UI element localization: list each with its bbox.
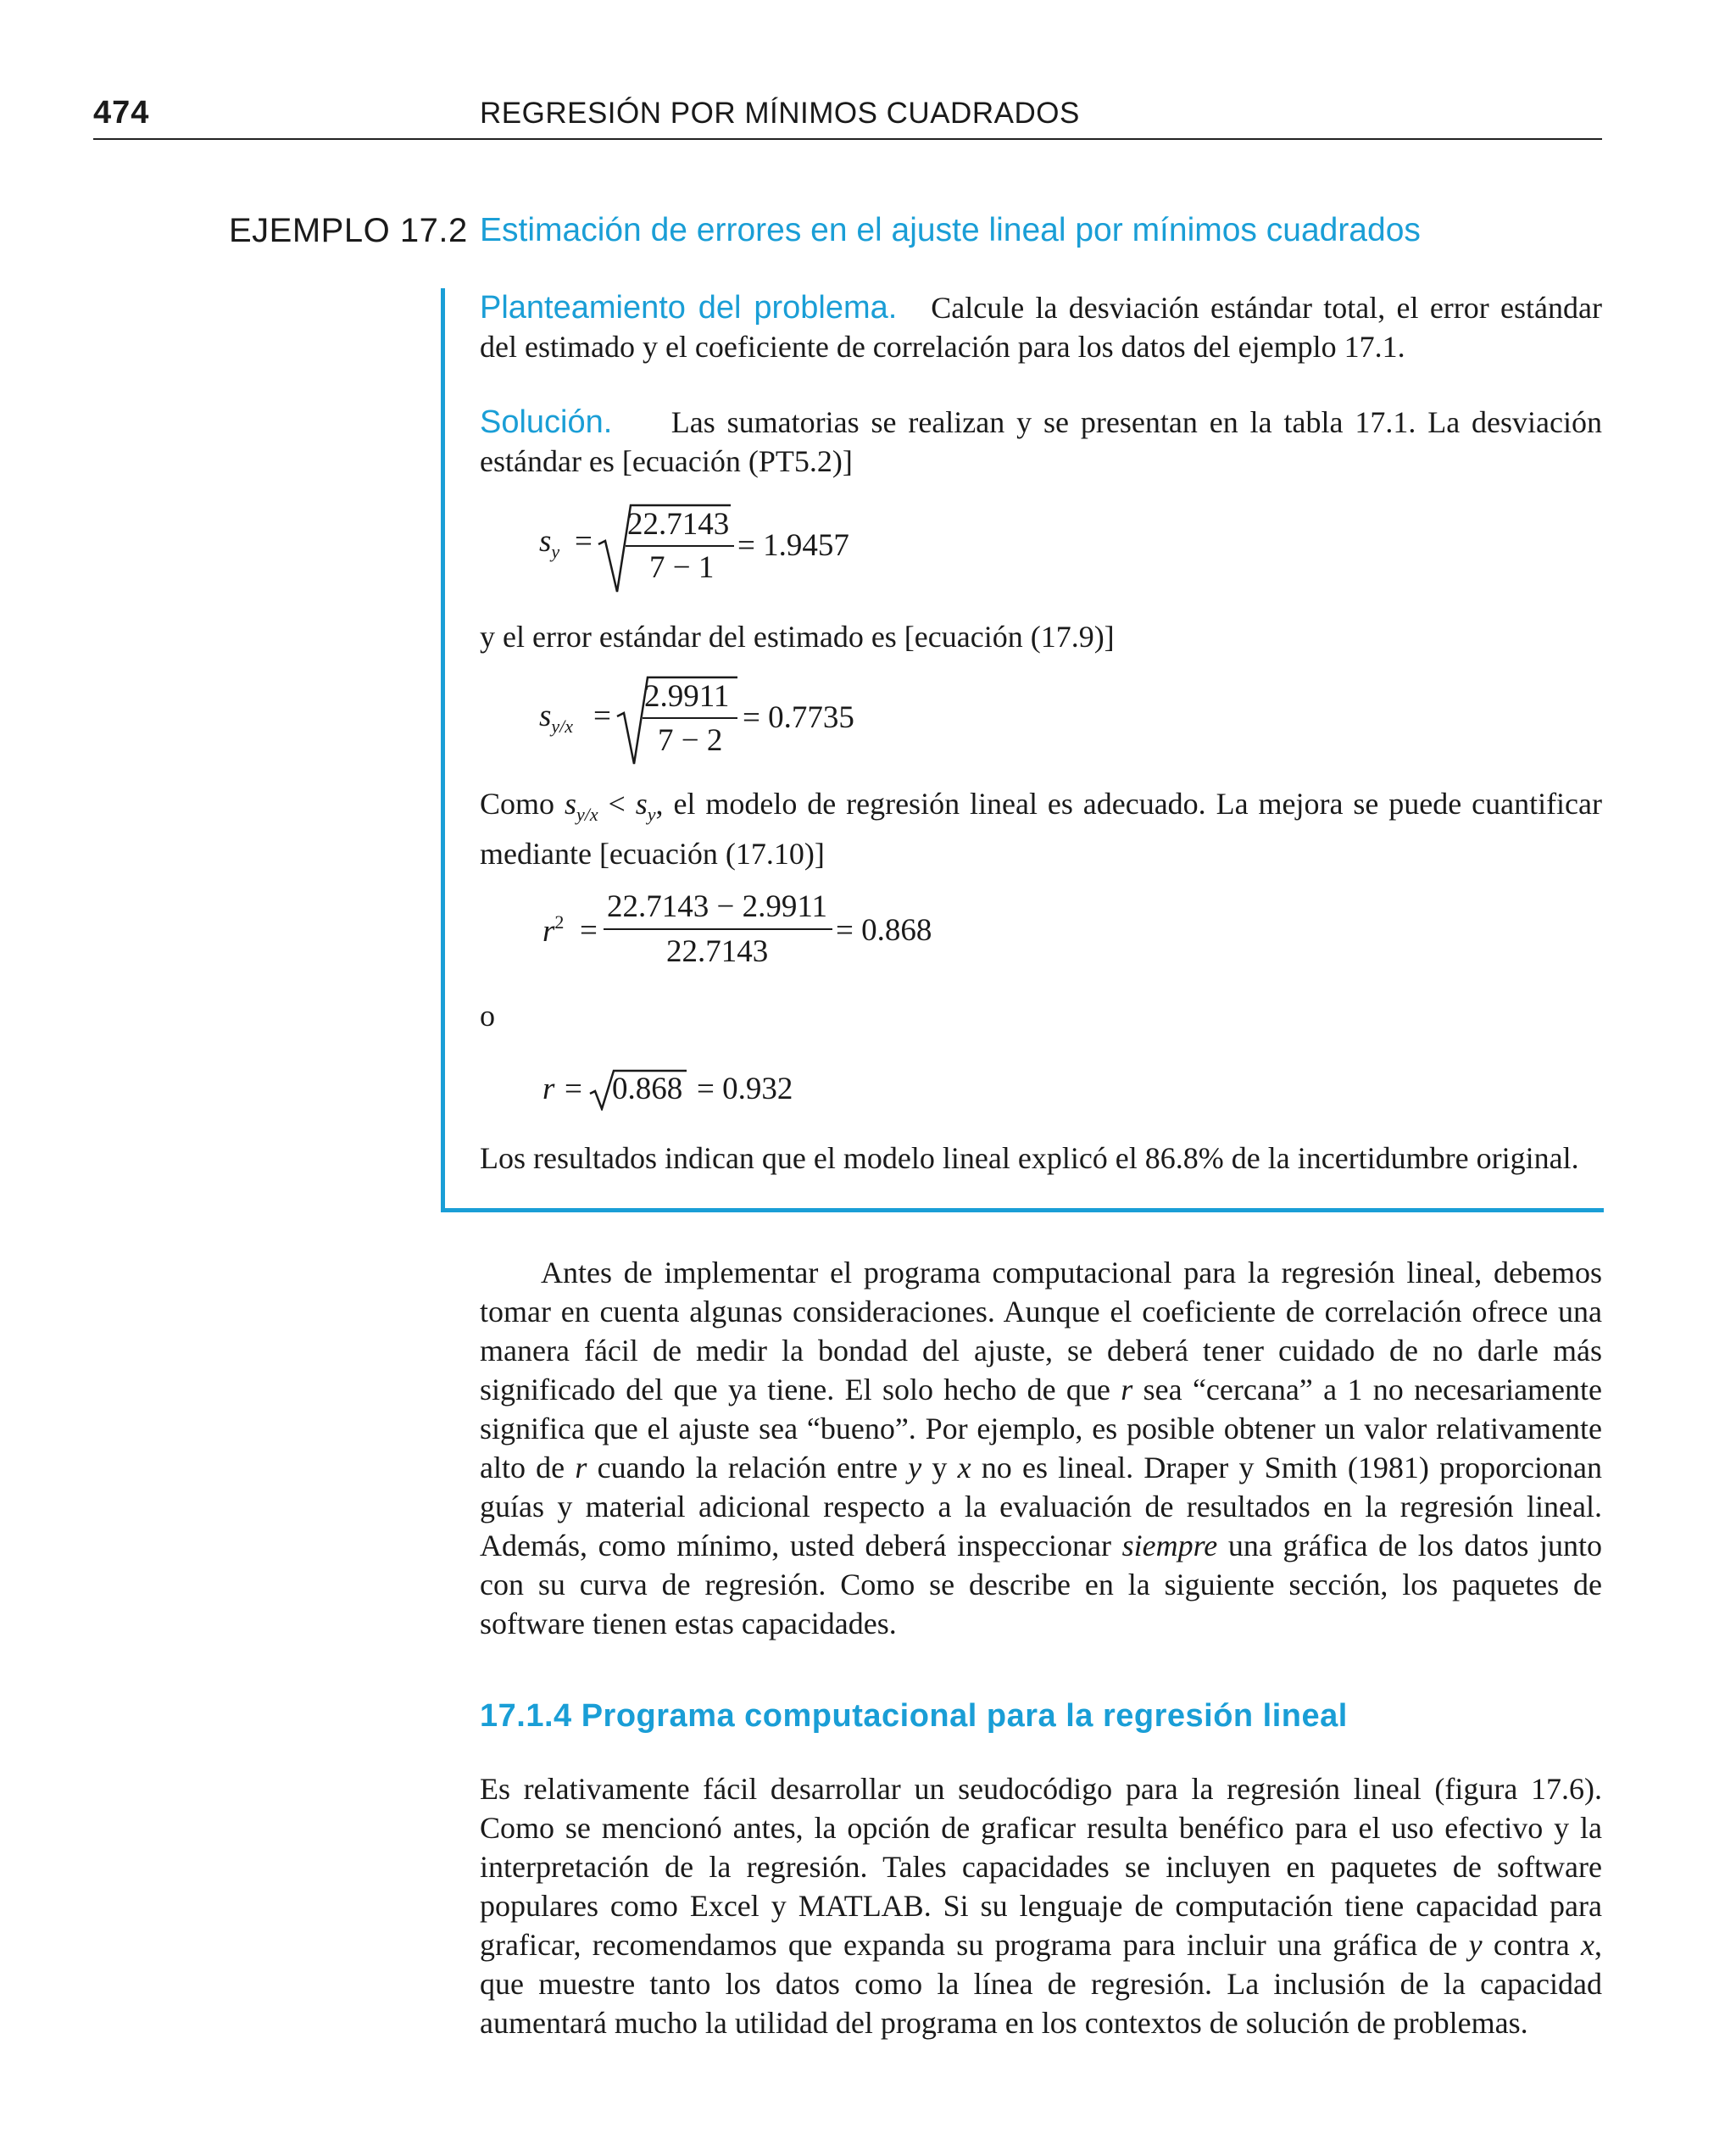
eq3-lhs: $r^2$ [542,911,565,949]
eq3-equals: = [580,913,598,948]
eq3-denominator: 22.7143 [666,934,769,969]
eq1-result: = 1.9457 [737,528,849,563]
eq4-lhs: r [542,1072,555,1106]
eq2-fraction-line [643,717,737,719]
solution-text: Las sumatorias se realizan y se presentan en la tabla 17.1. La desviación estándar es [ecuación (PT5.2)] [480,405,1603,478]
eq1-equals: = [575,524,593,559]
running-head: REGRESIÓN POR MÍNIMOS CUADRADOS [480,97,1080,130]
eq2-result: = 0.7735 [743,700,854,735]
problem-text: Calcule la desviación estándar total, el error estándar del estimado y el coeficiente de correlación para los datos del ejemplo 17.1. [480,291,1602,364]
solution-statement [480,403,1602,481]
or-label: o [480,999,495,1033]
page-number: 474 [93,95,150,131]
example-title: Estimación de errores en el ajuste lineal por mínimos cuadrados [480,212,1421,248]
body-paragraph: Antes de implementar el programa computacional para la regresión lineal, debemos tomar en cuenta algunas consideraciones. Aunque el coeficiente de correlación ofrece una manera fácil de medir la bondad del ajuste, se deberá tener cuidado de no darle más significado del que ya tiene. El solo hecho de que r sea “cercana” a 1 no necesariamente significa que el ajuste sea “bueno”. Por ejemplo, es posible obtener un valor relativamente alto de r cuando la relación entre y y x no es lineal. Draper y Smith (1981) proporcionan guías y material adicional respecto a la evaluación de resultados en la regresión lineal. Además, como mínimo, usted deberá inspeccionar siempre una gráfica de los datos junto con su curva de regresión. Como se describe en la siguiente sección, los paquetes de software tienen estas capacidades. [480,1256,1603,1640]
example-label: EJEMPLO 17.2 [229,212,468,249]
std-error-intro: y el error estándar del estimado es [ecuación (17.9)] [480,620,1115,654]
model-comparison-text: Como $s_{y/x} < s_y$, el modelo de regresión lineal es adecuado. La mejora se puede cuantificar mediante [ecuación (17.10)] [480,787,1603,871]
example-bottom-bar [441,1208,1604,1212]
eq2-lhs: $s_{y/x}$ [539,699,574,737]
eq1-numerator: 22.7143 [627,507,730,542]
results-conclusion: Los resultados indican que el modelo lineal explicó el 86.8% de la incertidumbre original. [480,1141,1579,1175]
eq4-equals: = [565,1072,582,1106]
header-rule [93,138,1602,140]
problem-statement [480,288,1602,366]
section-paragraph: Es relativamente fácil desarrollar un seudocódigo para la regresión lineal (figura 17.6). Como se mencionó antes, la opción de graficar resulta benéfico para el uso efectivo y la interpretación de la regresión. Tales capacidades se incluyen en paquetes de software populares como Excel y MATLAB. Si su lenguaje de computación tiene capacidad para graficar, recomendamos que expanda su programa para incluir una gráfica de y contra x, que muestre tanto los datos como la línea de regresión. La inclusión de la capacidad aumentará mucho la utilidad del programa en los contextos de solución de problemas. [480,1772,1602,2040]
eq1-lhs: $s_y$ [539,524,560,562]
eq4-result: = 0.932 [697,1072,793,1106]
eq3-numerator: 22.7143 − 2.9911 [607,889,827,924]
eq4-radicand: 0.868 [612,1072,683,1106]
eq2-numerator: 2.9911 [644,679,730,714]
example-left-bar [441,288,445,1212]
section-heading: 17.1.4 Programa computacional para la regresión lineal [480,1698,1348,1734]
eq1-fraction-line [626,545,734,547]
solution-label: Solución. [480,404,613,440]
eq1-denominator: 7 − 1 [649,550,715,585]
eq2-equals: = [593,699,611,733]
eq3-result: = 0.868 [836,913,932,948]
problem-label: Planteamiento del problema. [480,290,898,326]
eq3-fraction-line [604,928,832,930]
eq2-denominator: 7 − 2 [658,723,723,758]
